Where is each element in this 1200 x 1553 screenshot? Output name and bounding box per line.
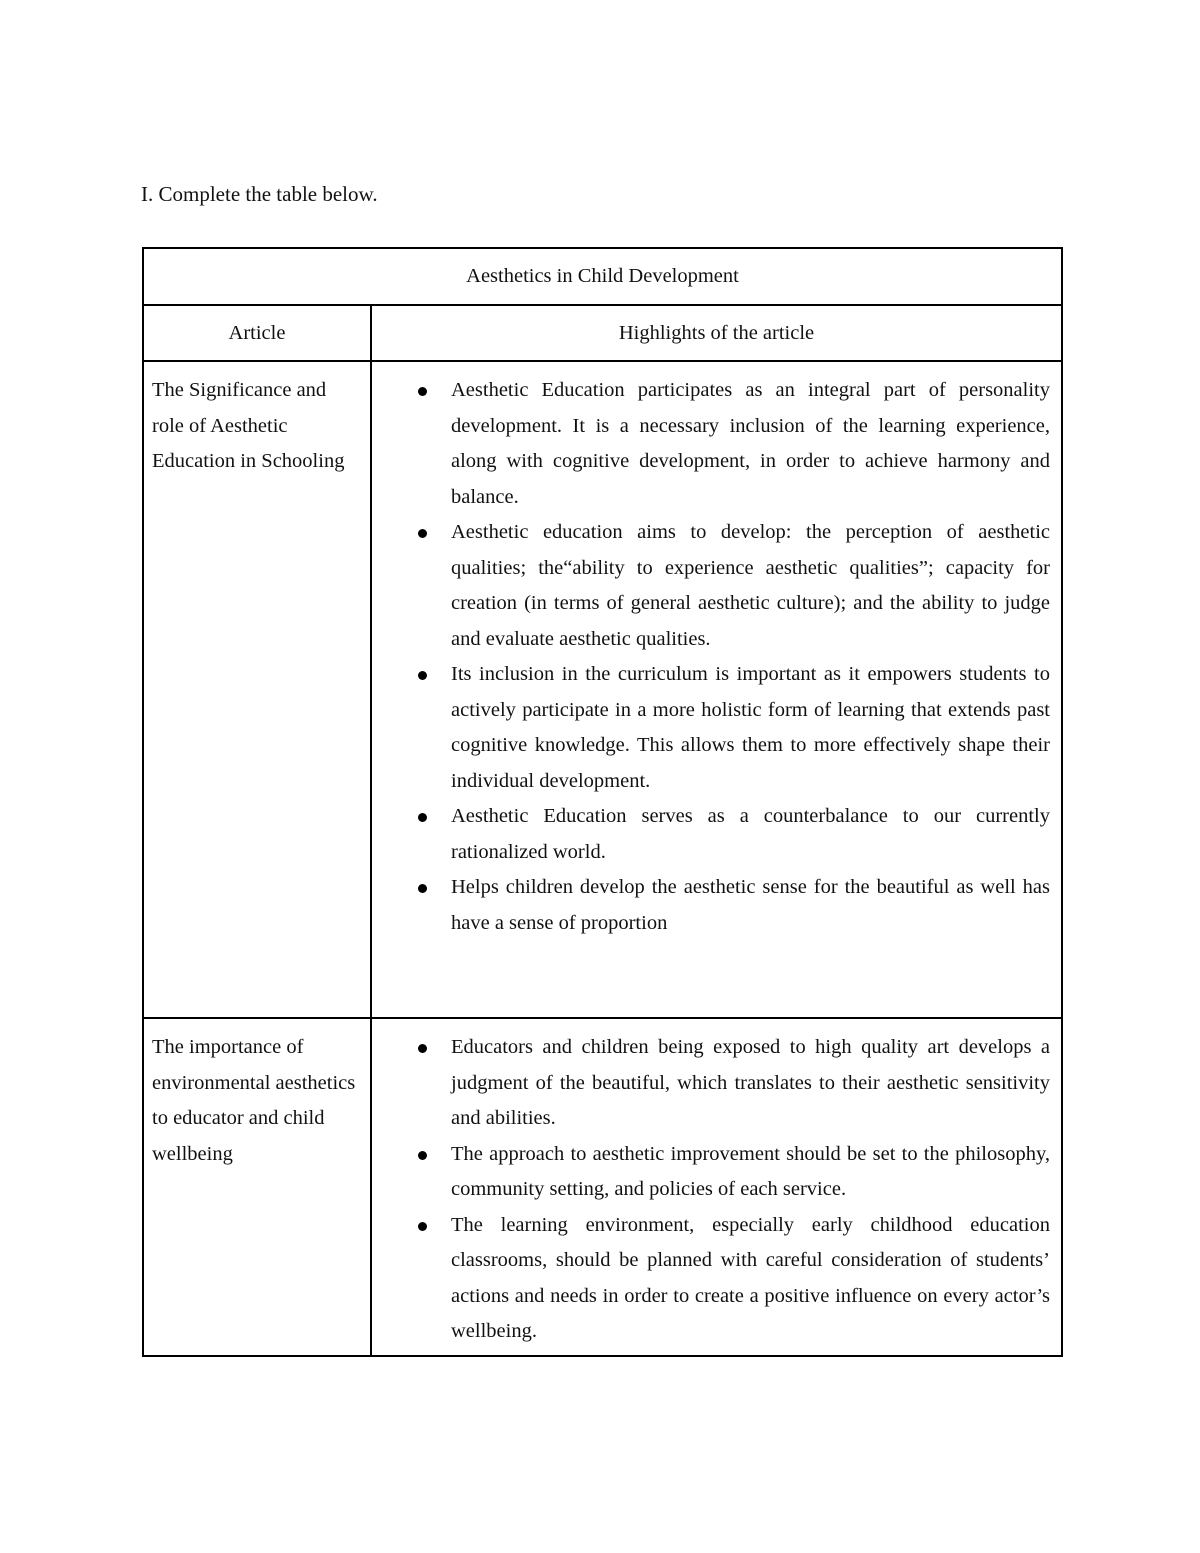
highlights-list xyxy=(372,1030,1050,1350)
list-item xyxy=(451,799,1050,870)
bullet-icon xyxy=(418,1044,427,1053)
highlight-text: Its inclusion in the curriculum is important as it empowers students to actively participate in a more holistic form of learning that extends past cognitive knowledge. This allows them to more effectively shape their individual development. xyxy=(451,663,1050,792)
article-title: The importance of environmental aesthetics to educator and child wellbeing xyxy=(143,1018,371,1356)
highlights-cell xyxy=(371,361,1062,1018)
list-item xyxy=(451,1137,1050,1208)
list-item xyxy=(451,1208,1050,1350)
header-highlights: Highlights of the article xyxy=(371,305,1062,361)
highlight-text: The approach to aesthetic improvement should be set to the philosophy, community setting, and policies of each service. xyxy=(451,1142,1050,1200)
list-item xyxy=(451,1030,1050,1137)
highlight-text: The learning environment, especially early childhood education classrooms, should be planned with careful consideration of students’ actions and needs in order to create a positive influence on every actor’s wellbeing. xyxy=(451,1213,1050,1342)
bullet-icon xyxy=(418,884,427,893)
aesthetics-table xyxy=(142,247,1063,1357)
highlight-text: Helps children develop the aesthetic sense for the beautiful as well has have a sense of proportion xyxy=(451,876,1050,934)
article-title: The Significance and role of Aesthetic Education in Schooling xyxy=(143,361,371,1018)
bullet-icon xyxy=(418,671,427,680)
highlights-list xyxy=(372,373,1050,941)
list-item xyxy=(451,657,1050,799)
highlight-text: Educators and children being exposed to high quality art develops a judgment of the beautiful, which translates to their aesthetic sensitivity and abilities. xyxy=(451,1036,1050,1129)
table-title-row xyxy=(143,248,1062,305)
table-header-row xyxy=(143,305,1062,361)
list-item xyxy=(451,373,1050,515)
highlight-text: Aesthetic education aims to develop: the perception of aesthetic qualities; the“ability to experience aesthetic qualities”; capacity for creation (in terms of general aesthetic culture); and the ability to judge and evaluate aesthetic qualities. xyxy=(451,521,1050,650)
bullet-icon xyxy=(418,813,427,822)
highlights-cell xyxy=(371,1018,1062,1356)
table-title: Aesthetics in Child Development xyxy=(143,248,1062,305)
table-row xyxy=(143,1018,1062,1356)
highlight-text: Aesthetic Education serves as a counterbalance to our currently rationalized world. xyxy=(451,805,1050,863)
header-article: Article xyxy=(143,305,371,361)
list-item xyxy=(451,515,1050,657)
highlight-text: Aesthetic Education participates as an integral part of personality development. It is a necessary inclusion of the learning experience, along with cognitive development, in order to achieve harmony and balance. xyxy=(451,379,1050,508)
list-item xyxy=(451,870,1050,941)
bullet-icon xyxy=(418,529,427,538)
instruction-text: I. Complete the table below. xyxy=(141,182,378,206)
bullet-icon xyxy=(418,1151,427,1160)
bullet-icon xyxy=(418,387,427,396)
bullet-icon xyxy=(418,1222,427,1231)
table-row xyxy=(143,361,1062,1018)
